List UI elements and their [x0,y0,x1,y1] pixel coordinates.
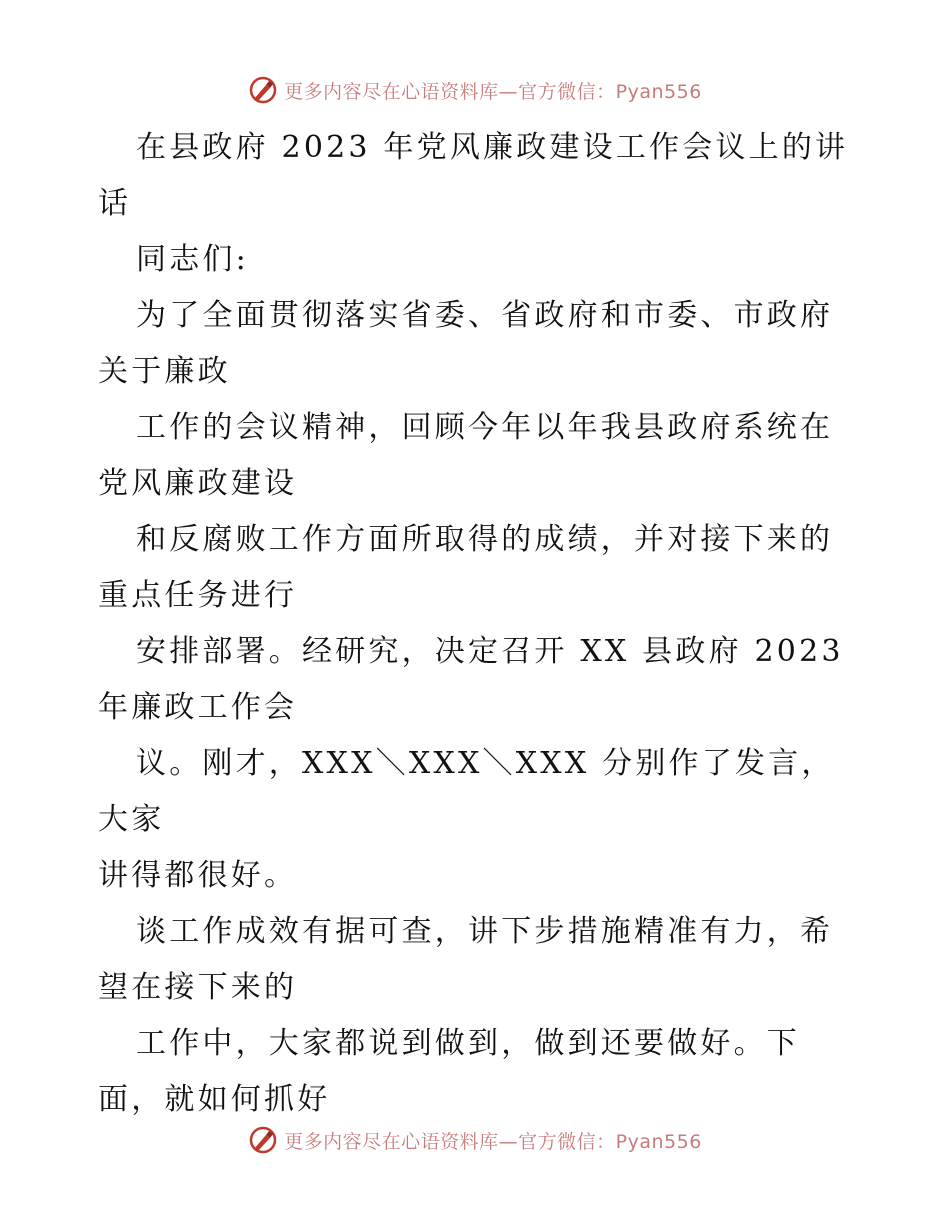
banner-text: 更多内容尽在心语资料库—官方微信：Pyan556 [284,80,702,103]
salutation: 同志们: [136,242,249,277]
paragraph: 工作的会议精神，回顾今年以年我县政府系统在 党风廉政建设 [98,410,834,501]
document-body [98,120,858,1128]
pen-logo-icon [248,1125,278,1155]
paragraph: 和反腐败工作方面所取得的成绩，并对接下来的 重点任务进行 [98,522,834,613]
paragraph: 安排部署。经研究，决定召开 XX 县政府 2023 年廉政工作会 [98,634,844,725]
paragraph: 议。刚才，XXX＼XXX＼XXX 分别作了发言，大家 讲得都很好。 [98,746,835,893]
document-title: 在县政府 2023 年党风廉政建设工作会议上的讲 话 [98,130,849,221]
footer-banner [0,1120,950,1160]
banner-text: 更多内容尽在心语资料库—官方微信：Pyan556 [284,1130,702,1153]
paragraph: 谈工作成效有据可查，讲下步措施精准有力，希 望在接下来的 [98,914,834,1005]
paragraph: 工作中，大家都说到做到，做到还要做好。下 面，就如何抓好 [98,1026,800,1117]
paragraph: 为了全面贯彻落实省委、省政府和市委、市政府 关于廉政 [98,298,834,389]
header-banner [0,70,950,110]
pen-logo-icon [248,75,278,105]
